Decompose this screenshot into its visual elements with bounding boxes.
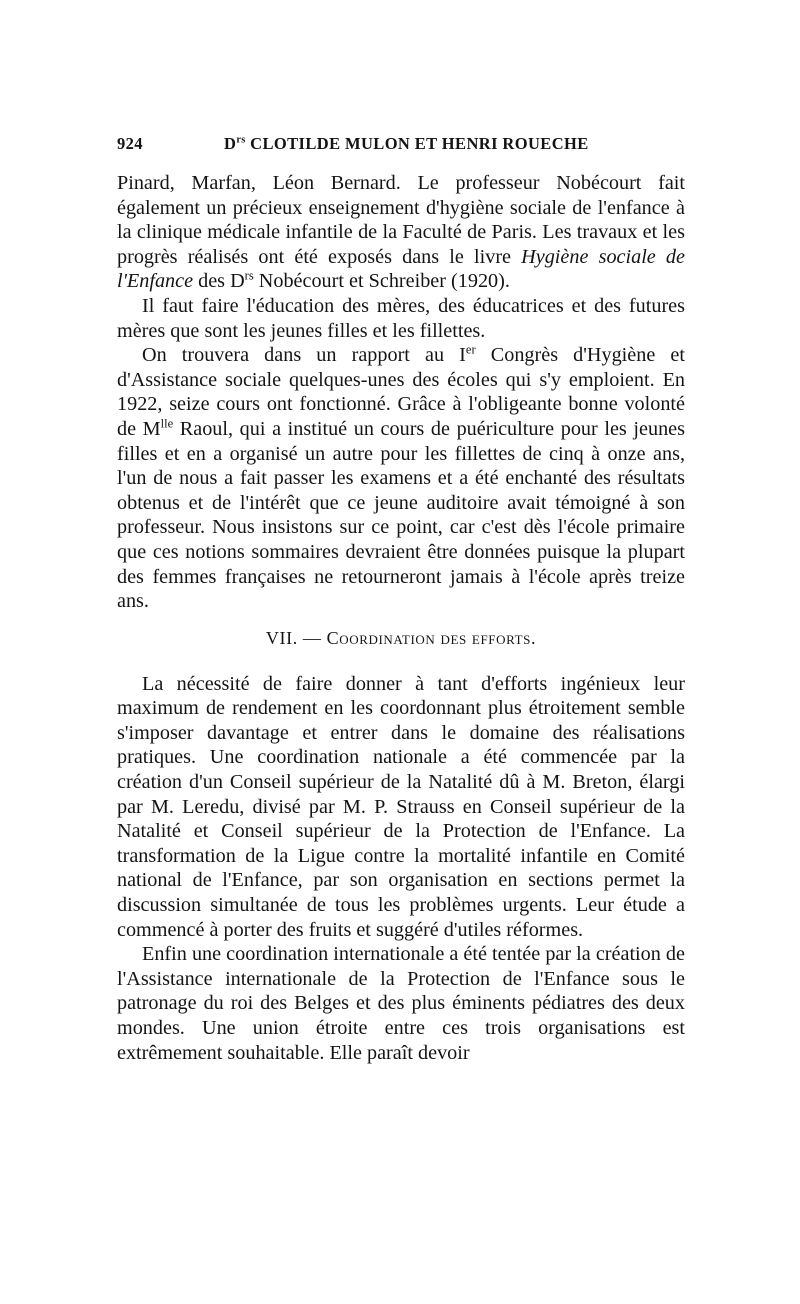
paragraph-text: des D <box>193 270 245 293</box>
paragraph-text: Congrès d'Hygiène et d'Assistance sociale quelques-unes des écoles qui s'y emploient. En 1922, seize cours ont fonctionné. Grâce à l'obligeante bonne volonté de M <box>117 344 685 440</box>
running-head <box>117 134 685 160</box>
paragraph-text: Enfin une coordination internationale a été tentée par la création de l'Assistance internationale de la Protection de l'Enfance sous le patronage du roi des Belges et des plus éminents pédiatres des deux mondes. Une union étroite entre ces trois organisations est extrêmement souhaitable. Elle paraît devoir <box>117 943 685 1064</box>
section-heading <box>117 626 685 650</box>
paragraph-text: Raoul, qui a institué un cours de puériculture pour les jeunes filles et en a organisé un autre pour les fillettes de cinq à onze ans, l'un de nous a fait passer les examens et a été enchanté des résultats obtenus et de l'intérêt que ce jeune auditoire avait témoigné à son professeur. Nous insistons sur ce point, car c'est dès l'école primaire que ces notions sommaires devraient être données puisque la plupart des femmes françaises ne retourneront jamais à l'école après treize ans. <box>117 417 685 613</box>
paragraph-congress-report <box>117 343 685 614</box>
section-numeral: VII. — <box>265 627 327 648</box>
paragraph-international-coordination <box>117 942 685 1065</box>
superscript: lle <box>160 416 174 431</box>
paragraph-text: Pinard, Marfan, Léon Bernard. Le professeur Nobécourt fait également un précieux enseignement d'hygiène sociale de l'enfance à la clinique médicale infantile de la Faculté de Paris. Les travaux et les progrès réalisés ont été exposés dans le livre <box>117 172 685 268</box>
running-title-prefix: D <box>224 134 237 153</box>
paragraph-text: Il faut faire l'éducation des mères, des éducatrices et des futures mères que sont les jeunes filles et les fillettes. <box>117 294 685 342</box>
paragraph-text: La nécessité de faire donner à tant d'efforts ingénieux leur maximum de rendement en les coordonnant plus étroitement semble s'imposer davantage et entrer dans le domaine des réalisations pratiques. Une coordination nationale a été commencée par la création d'un Conseil supérieur de la Natalité dû à M. Breton, élargi par M. Leredu, divisé par M. P. Strauss en Conseil supérieur de la Natalité et Conseil supérieur de la Protection de l'Enfance. La transformation de la Ligue contre la mortalité infantile en Comité national de l'Enfance, par son organisation en sections permet la discussion simultanée de tous les problèmes urgents. Leur étude a commencé à porter des fruits et suggéré d'utiles réformes. <box>117 672 685 941</box>
paragraph-national-coordination <box>117 672 685 943</box>
paragraph-text: Nobécourt et Schreiber (1920). <box>253 270 510 293</box>
paragraph-hygiene-teaching <box>117 171 685 294</box>
book-title: Hygiène sociale de l'Enfance <box>117 245 685 293</box>
paragraph-text: On trouvera dans un rapport au I <box>142 344 466 367</box>
superscript: er <box>465 342 476 357</box>
running-title-authors: CLOTILDE MULON ET HENRI ROUECHE <box>245 134 589 153</box>
body-text <box>117 171 685 1065</box>
section-title: Coordination des efforts. <box>326 627 537 648</box>
running-title-superscript: rs <box>236 134 246 146</box>
book-page <box>117 134 685 1065</box>
paragraph-education-mothers <box>117 294 685 343</box>
running-title <box>224 134 589 154</box>
page-number: 924 <box>117 134 143 153</box>
superscript: rs <box>244 268 254 283</box>
